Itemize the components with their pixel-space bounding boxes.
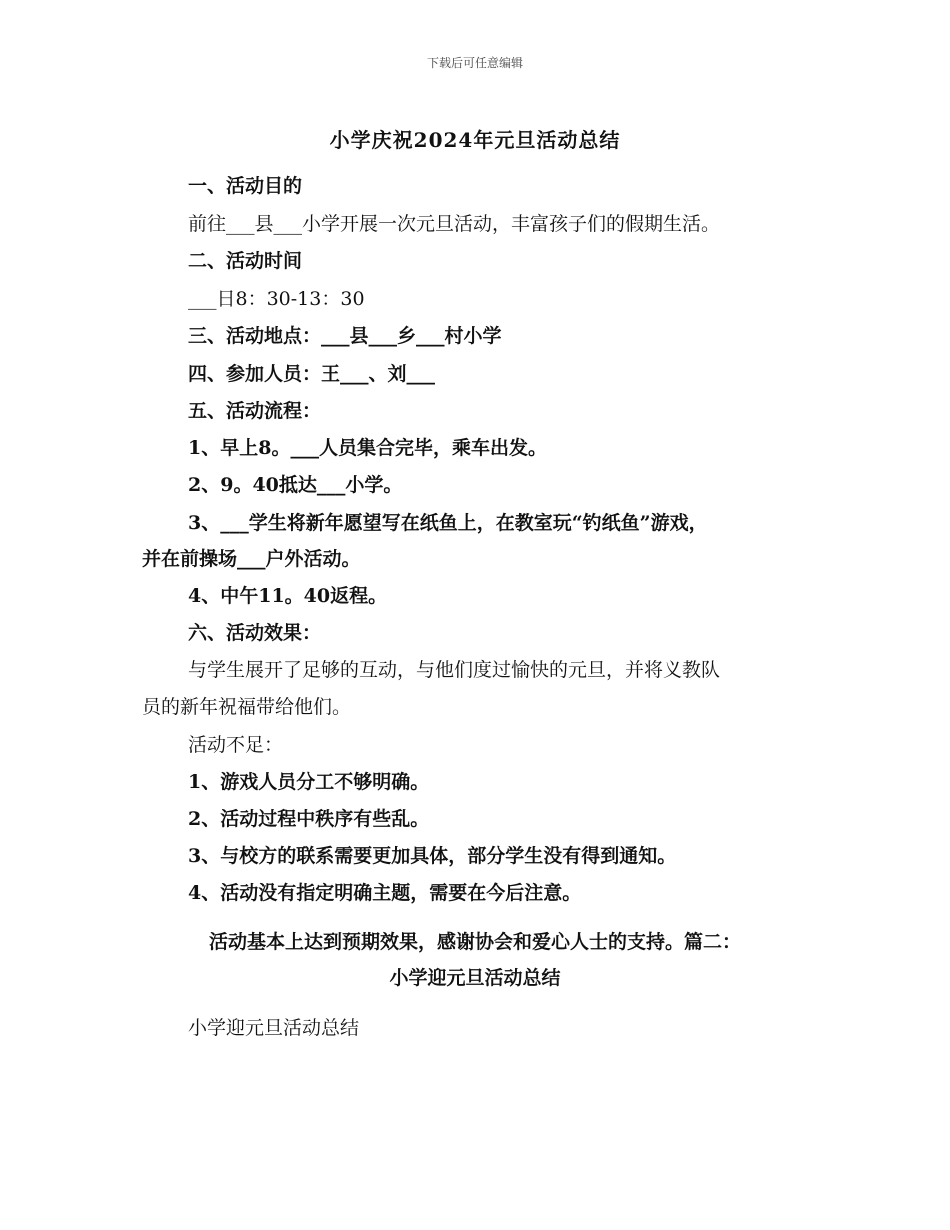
document-title: 小学庆祝2024年元旦活动总结 bbox=[329, 128, 621, 152]
time-text: ___日8：30-13：30 bbox=[188, 288, 365, 310]
process-step-3-continued: 并在前操场___户外活动。 bbox=[142, 548, 361, 570]
process-step-2: 2、9。40抵达___小学。 bbox=[188, 474, 403, 496]
process-step-4: 4、中午11。40返程。 bbox=[188, 585, 388, 607]
section-heading-time: 二、活动时间 bbox=[188, 250, 303, 272]
effect-text: 与学生展开了足够的互动，与他们度过愉快的元旦，并将义教队 bbox=[188, 659, 721, 681]
process-step-1: 1、早上8。___人员集合完毕，乘车出发。 bbox=[188, 437, 547, 459]
shortcomings-heading: 活动不足： bbox=[188, 734, 284, 756]
shortcoming-2: 2、活动过程中秩序有些乱。 bbox=[188, 808, 430, 830]
part-two-title: 小学迎元旦活动总结 bbox=[389, 967, 561, 989]
part-two-opening: 小学迎元旦活动总结 bbox=[188, 1017, 360, 1039]
conclusion-line: 活动基本上达到预期效果，感谢协会和爱心人士的支持。篇二： bbox=[208, 931, 741, 953]
effect-text-continued: 员的新年祝福带给他们。 bbox=[142, 696, 352, 718]
participants-line: 四、参加人员：王___、刘___ bbox=[188, 363, 436, 385]
shortcoming-1: 1、游戏人员分工不够明确。 bbox=[188, 771, 430, 793]
section-heading-purpose: 一、活动目的 bbox=[188, 175, 303, 197]
purpose-text: 前往___县___小学开展一次元旦活动，丰富孩子们的假期生活。 bbox=[188, 213, 721, 235]
section-heading-process: 五、活动流程： bbox=[188, 400, 322, 422]
shortcoming-4: 4、活动没有指定明确主题，需要在今后注意。 bbox=[188, 882, 582, 904]
process-step-3: 3、___学生将新年愿望写在纸鱼上，在教室玩“钓纸鱼”游戏， bbox=[188, 512, 708, 534]
header-note: 下载后可任意编辑 bbox=[426, 56, 523, 70]
location-line: 三、活动地点：___县___乡___村小学 bbox=[188, 325, 502, 347]
section-heading-effect: 六、活动效果： bbox=[188, 622, 322, 644]
shortcoming-3: 3、与校方的联系需要更加具体，部分学生没有得到通知。 bbox=[188, 845, 677, 867]
